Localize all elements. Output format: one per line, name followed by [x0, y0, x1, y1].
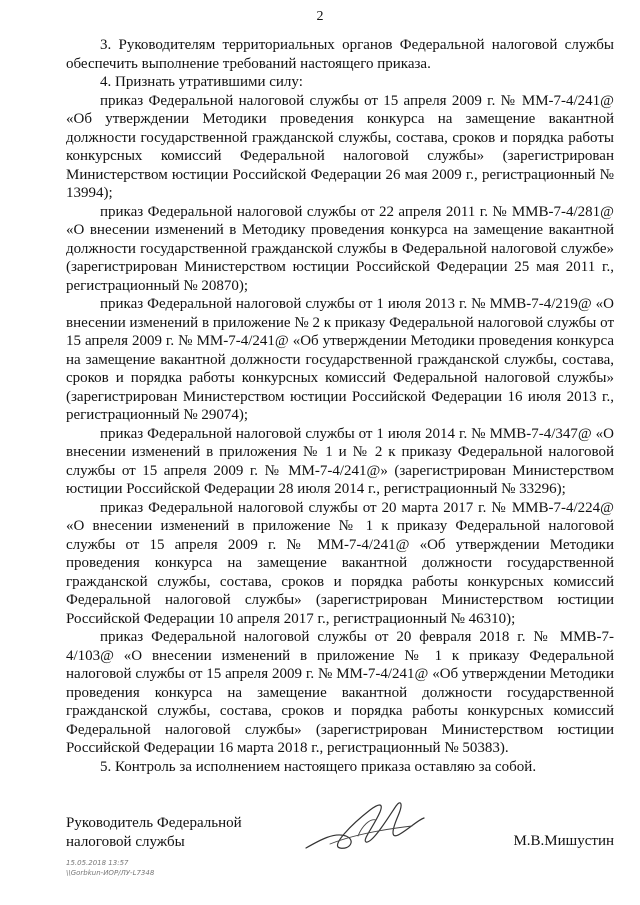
paragraph-item-5: 5. Контроль за исполнением настоящего приказа оставляю за собой.	[100, 758, 537, 775]
document-body	[66, 36, 614, 776]
repealed-order-2017: приказ Федеральной налоговой службы от 20 марта 2017 г. № ММВ-7-4/224@ «О внесении изменений в приложение № 1 к приказу Федеральной налоговой службы от 15 апреля 2009 г. № ММ-7-4/241@ «Об утверждении Методики проведения конкурса на замещение вакантной должности государственной гражданской службы, состава, сроков и порядка работы конкурсных комиссий Федеральной налоговой службы» (зарегистрирован Министерством юстиции Российской Федерации 10 апреля 2017 г., регистрационный № 46310);	[66, 499, 614, 627]
repealed-order-2014: приказ Федеральной налоговой службы от 1 июля 2014 г. № ММВ-7-4/347@ «О внесении изменений в приложения № 1 и № 2 к приказу Федеральной налоговой службы от 15 апреля 2009 г. № ММ-7-4/241@» (зарегистрирован Министерством юстиции Российской Федерации 28 июля 2014 г., регистрационный № 33296);	[66, 425, 614, 497]
handwritten-signature	[300, 796, 430, 856]
repealed-order-2009: приказ Федеральной налоговой службы от 15 апреля 2009 г. № ММ-7-4/241@ «Об утверждении Методики проведения конкурса на замещение вакантной должности государственной гражданской службы, состава, сроков и порядка работы конкурсных комиссий Федеральной налоговой службы» (зарегистрирован Министерством юстиции Российской Федерации 26 мая 2009 г., регистрационный № 13994);	[66, 92, 614, 201]
signer-title	[66, 814, 242, 851]
signer-name: М.В.Мишустин	[513, 833, 614, 849]
repealed-order-2018: приказ Федеральной налоговой службы от 20 февраля 2018 г. № ММВ-7-4/103@ «О внесении изменений в приложение № 1 к приказу Федеральной налоговой службы от 15 апреля 2009 г. № ММ-7-4/241@ «Об утверждении Методики проведения конкурса на замещение вакантной должности государственной гражданской службы, состава, сроков и порядка работы конкурсных комиссий Федеральной налоговой службы» (зарегистрирован Министерством юстиции Российской Федерации 16 марта 2018 г., регистрационный № 50383).	[66, 629, 614, 756]
signer-title-line1: Руководитель Федеральной	[66, 815, 242, 831]
signature-block	[66, 796, 614, 856]
page-number: 2	[316, 9, 324, 24]
signer-title-line2: налоговой службы	[66, 833, 185, 850]
paragraph-item-4: 4. Признать утратившими силу:	[100, 74, 303, 90]
repealed-order-2011: приказ Федеральной налоговой службы от 22 апреля 2011 г. № ММВ-7-4/281@ «О внесении изменений в Методику проведения конкурса на замещение вакантной должности государственной гражданской службы в Федеральной налоговой службе» (зарегистрирован Министерством юстиции Российской Федерации 25 мая 2011 г., регистрационный № 20870);	[66, 203, 614, 294]
footer-timestamp: 15.05.2018 13:57	[66, 859, 129, 867]
footer-metadata	[66, 858, 154, 878]
repealed-order-2013: приказ Федеральной налоговой службы от 1 июля 2013 г. № ММВ-7-4/219@ «О внесении изменений в приложение № 2 к приказу Федеральной налоговой службы от 15 апреля 2009 г. № ММ-7-4/241@ «Об утверждении Методики проведения конкурса на замещение вакантной должности государственной гражданской службы, состава, сроков и порядка работы конкурсных комиссий Федеральной налоговой службы» (зарегистрирован Министерством юстиции Российской Федерации 16 июля 2013 г., регистрационный № 29074);	[66, 296, 614, 423]
footer-file-path: \\Gorbkun-ИОР/ЛУ-L7348	[66, 869, 155, 877]
paragraph-item-3: 3. Руководителям территориальных органов Федеральной налоговой службы обеспечить выполнение требований настоящего приказа.	[66, 37, 614, 72]
